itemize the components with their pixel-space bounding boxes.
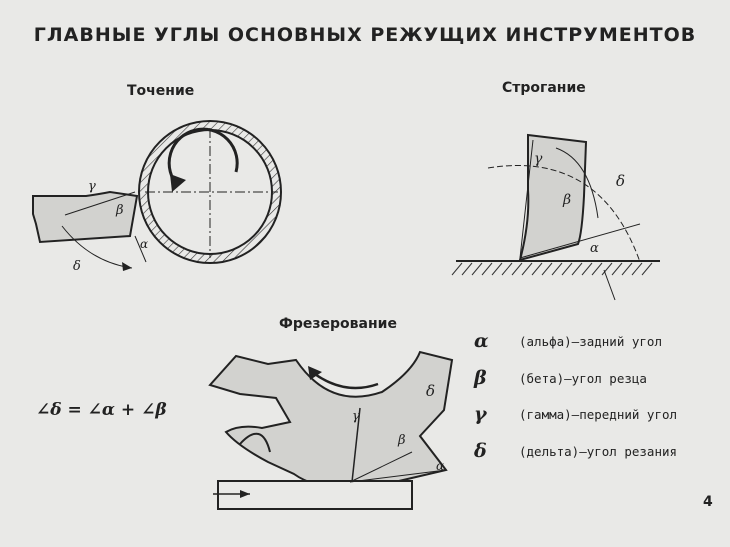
svg-text:α: α (436, 459, 445, 473)
legend-symbol: β (474, 367, 487, 389)
planing-tool (520, 135, 586, 260)
legend-symbol: α (474, 330, 489, 352)
legend-text: (альфа)—задний угол (519, 334, 662, 349)
legend-symbol: δ (474, 440, 487, 462)
legend-row-beta (474, 369, 724, 397)
page-number: 4 (703, 494, 713, 510)
svg-text:α: α (590, 241, 599, 256)
svg-text:δ: δ (616, 172, 626, 190)
legend-text: (гамма)—передний угол (519, 407, 678, 422)
planing-diagram (450, 125, 670, 305)
milling-label: Фрезерование (279, 316, 397, 332)
turning-label: Точение (127, 83, 195, 99)
slide-title: ГЛАВНЫЕ УГЛЫ ОСНОВНЫХ РЕЖУЩИХ ИНСТРУМЕНТОВ (33, 24, 697, 46)
svg-text:γ: γ (352, 409, 360, 424)
milling-cutter (210, 352, 452, 492)
milling-diagram (205, 335, 467, 515)
svg-text:γ: γ (88, 179, 96, 194)
legend-row-delta (474, 442, 724, 470)
legend-row-alpha (474, 332, 724, 360)
legend-row-gamma (474, 405, 724, 433)
turning-diagram (28, 115, 288, 295)
legend-text: (бета)—угол резца (519, 371, 647, 386)
svg-text:β: β (116, 203, 124, 218)
svg-text:γ: γ (534, 151, 543, 167)
svg-text:δ: δ (73, 259, 81, 274)
planing-label: Строгание (502, 80, 586, 96)
svg-text:δ: δ (426, 382, 436, 400)
legend-text: (дельта)—угол резания (519, 444, 678, 459)
legend-symbol: γ (474, 403, 487, 425)
svg-text:β: β (398, 433, 406, 448)
angle-formula: ∠δ = ∠α + ∠β (36, 400, 167, 420)
svg-text:α: α (140, 237, 149, 251)
svg-text:β: β (563, 192, 572, 208)
